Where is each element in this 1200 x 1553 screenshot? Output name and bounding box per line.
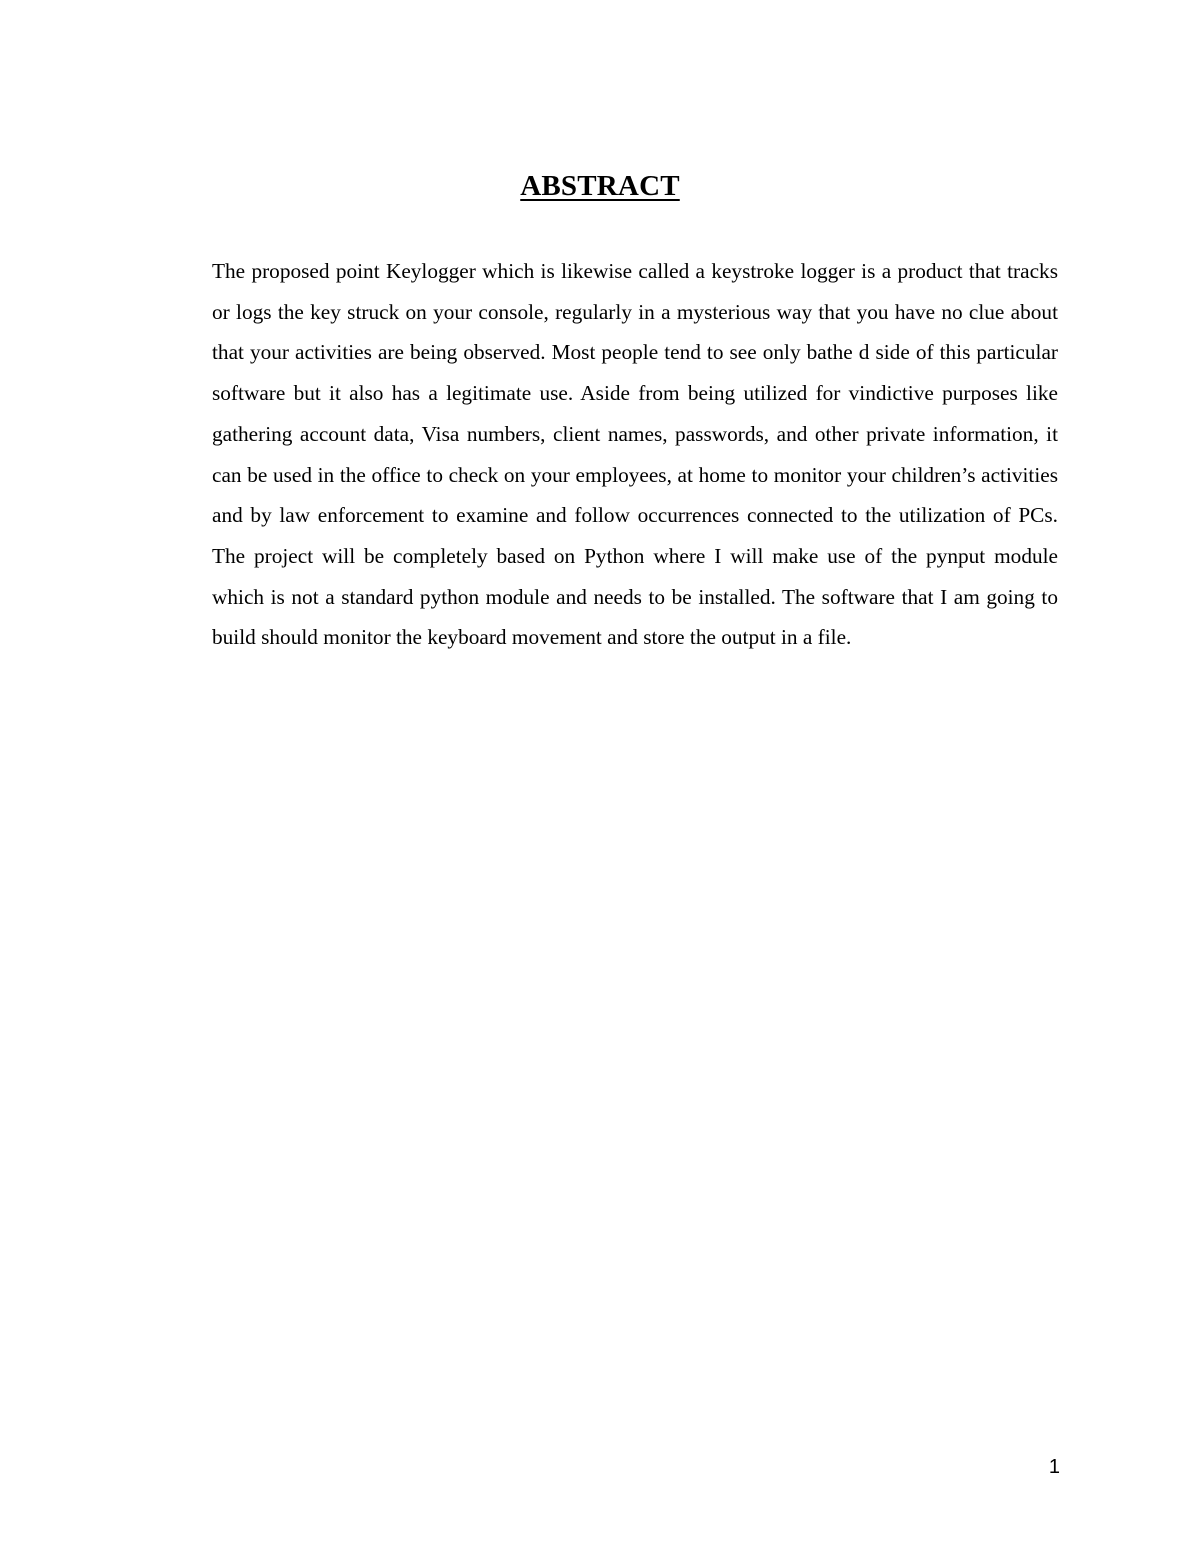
abstract-heading: ABSTRACT — [520, 170, 680, 202]
abstract-paragraph: The proposed point Keylogger which is likewise called a keystroke logger is a product that tracks or logs the key struck on your console, regularly in a mysterious way that you have no clue about that your activities are being observed. Most people tend to see only bathe d side of this particular software but it also has a legitimate use. Aside from being utilized for vindictive purposes like gathering account data, Visa numbers, client names, passwords, and other private information, it can be used in the office to check on your employees, at home to monitor your children’s activities and by law enforcement to examine and follow occurrences connected to the utilization of PCs. The project will be completely based on Python where I will make use of the pynput module which is not a standard python module and needs to be installed. The software that I am going to build should monitor the keyboard movement and store the output in a file. — [212, 259, 1058, 650]
page-number: 1 — [1048, 1456, 1060, 1478]
